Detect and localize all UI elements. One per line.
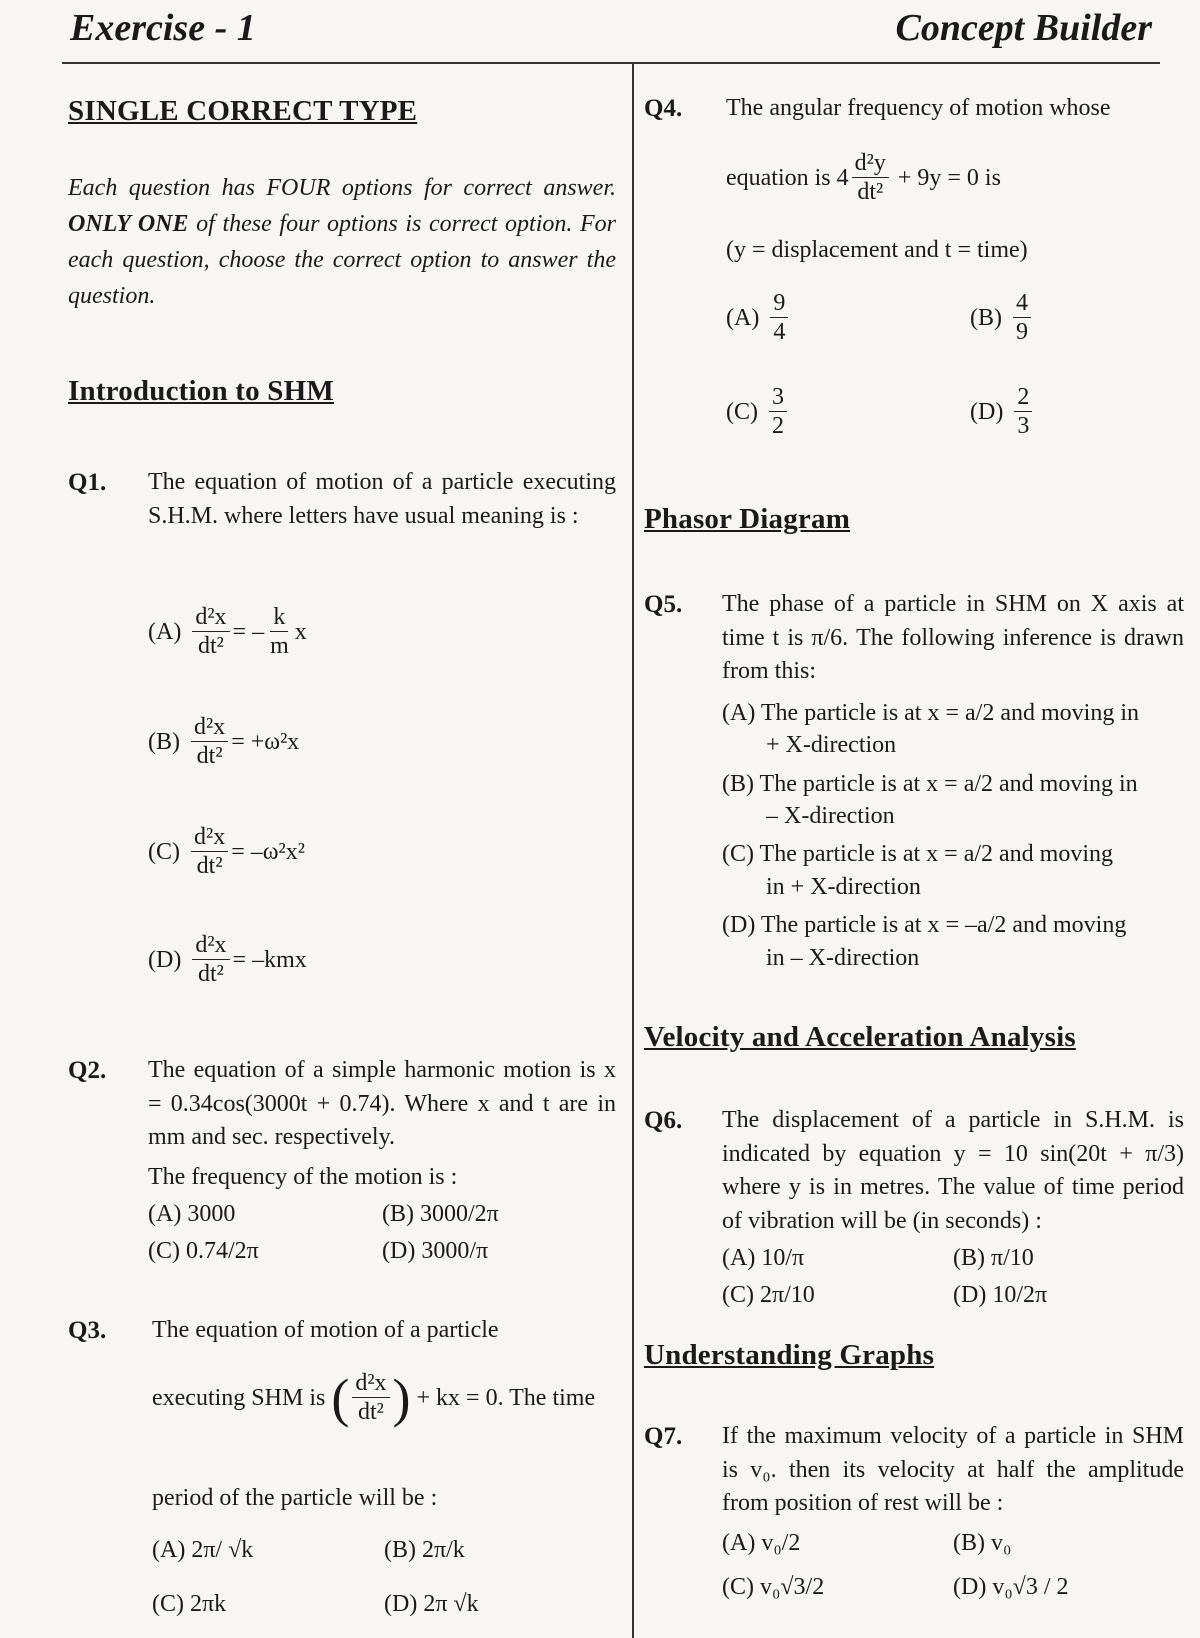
q2-option-b: (B) 3000/2π [382,1201,499,1228]
q2-option-d: (D) 3000/π [382,1237,489,1264]
question-number: Q5. [644,591,683,618]
exercise-title: Exercise - 1 [70,7,256,49]
question-number: Q4. [644,95,683,122]
q1-option-d: (D) $\frac{\text{d²x}}{\text{dt²}}$ = –kmx [148,932,307,988]
question-number: Q1. [68,469,107,496]
section-phasor-diagram: Phasor Diagram [644,503,851,535]
q5-option-d: (D) The particle is at x = –a/2 and moving in – X-direction [722,912,1127,971]
section-single-correct: SINGLE CORRECT TYPE [68,95,418,127]
q3-option-b: (B) 2π/k [384,1537,465,1563]
concept-builder-title: Concept Builder [895,7,1152,49]
question-4 [644,92,1184,126]
q4-option-c: (C) $\frac{3}{2}$ [726,384,790,440]
header-divider [62,62,1160,64]
q7-option-a: (A) v₀/2 [722,1529,801,1556]
q3-options-row-1 [152,1534,616,1566]
q6-options-row-1 [722,1242,1184,1274]
q2-options-row-2 [148,1235,616,1267]
question-text: The angular frequency of motion whose [726,95,1111,121]
q2-option-a: (A) 3000 [148,1201,236,1228]
q7-options-row-2 [722,1571,1184,1603]
q1-option-c: (C) $\frac{\text{d²x}}{\text{dt²}}$ = –ω²x² [148,824,305,880]
question-number: Q6. [644,1107,683,1134]
q6-option-a: (A) 10/π [722,1245,805,1272]
q3-equation: executing SHM is ( $\frac{\text{d²x}}{\text{dt²}}$ ) + kx = 0. The time [152,1367,596,1428]
question-7 [644,1420,1184,1604]
instructions: Each question has FOUR options for correct answer. ONLY ONE of these four options is correct option. For each question, choose the correct option to answer the question. [68,175,617,309]
q5-option-b: (B) The particle is at x = a/2 and moving in – X-direction [722,770,1138,829]
q6-option-b: (B) π/10 [953,1245,1034,1272]
q6-option-c: (C) 2π/10 [722,1281,815,1308]
question-text: The equation of a simple harmonic motion is x = 0.34cos(3000t + 0.74). Where x and t are in mm and sec. respectively. [148,1057,616,1151]
question-text: The equation of motion of a particle [152,1317,499,1343]
instructions-emphasis: ONLY ONE [68,211,189,237]
question-number: Q3. [68,1317,107,1344]
q2-option-c: (C) 0.74/2π [148,1237,259,1264]
q3-option-a: (A) 2π/ √k [152,1537,254,1563]
q3-options-row-2 [152,1588,616,1620]
q5-option-a: (A) The particle is at x = a/2 and moving in + X-direction [722,699,1139,759]
q7-option-d: (D) v₀√3 / 2 [953,1574,1069,1601]
q6-option-d: (D) 10/2π [953,1281,1048,1308]
question-text: If the maximum velocity of a particle in SHM is v₀. then its velocity at half the amplitude from position of rest will be : [722,1423,1184,1517]
q3-option-d: (D) 2π √k [384,1591,479,1617]
column-divider [632,64,634,1638]
section-intro-shm: Introduction to SHM [68,375,334,407]
q3-text-line3: period of the particle will be : [152,1485,438,1511]
question-subtext: The frequency of the motion is : [148,1163,458,1190]
question-6 [644,1104,1184,1311]
question-1 [68,466,616,533]
q7-option-b: (B) v₀ [953,1529,1012,1556]
section-velocity-acceleration: Velocity and Acceleration Analysis [644,1021,1076,1053]
question-number: Q7. [644,1423,683,1450]
question-text: The equation of motion of a particle executing S.H.M. where letters have usual meaning is : [148,469,616,529]
question-2 [68,1054,616,1267]
q2-options-row-1 [148,1198,616,1230]
section-understanding-graphs: Understanding Graphs [644,1339,935,1371]
q7-options-row-1 [722,1527,1184,1559]
question-text: The displacement of a particle in S.H.M. is indicated by equation y = 10 sin(20t + π/3) where y is in metres. The value of time period of vibration will be (in seconds) : [722,1107,1184,1234]
q1-option-b: (B) $\frac{\text{d²x}}{\text{dt²}}$ = +ω²x [148,714,300,770]
q4-equation: equation is 4 $\frac{\text{d²y}}{\text{dt²}}$ + 9y = 0 is [726,150,1001,206]
q4-option-b: (B) $\frac{4}{9}$ [970,290,1034,346]
q4-note: (y = displacement and t = time) [726,237,1028,263]
q6-options-row-2 [722,1279,1184,1311]
question-text: The phase of a particle in SHM on X axis at time t is π/6. The following inference is drawn from this: [722,591,1184,685]
q4-option-d: (D) $\frac{2}{3}$ [970,384,1035,440]
question-5 [644,588,1184,974]
q5-option-c: (C) The particle is at x = a/2 and moving in + X-direction [722,841,1113,900]
q3-option-c: (C) 2πk [152,1591,227,1617]
question-3 [68,1314,616,1348]
q4-option-a: (A) $\frac{9}{4}$ [726,290,791,346]
question-number: Q2. [68,1057,107,1084]
q1-option-a: (A) $\frac{\text{d²x}}{\text{dt²}}$ = – $\frac{k}{m}$ x [148,604,307,660]
q7-option-c: (C) v₀√3/2 [722,1574,825,1601]
